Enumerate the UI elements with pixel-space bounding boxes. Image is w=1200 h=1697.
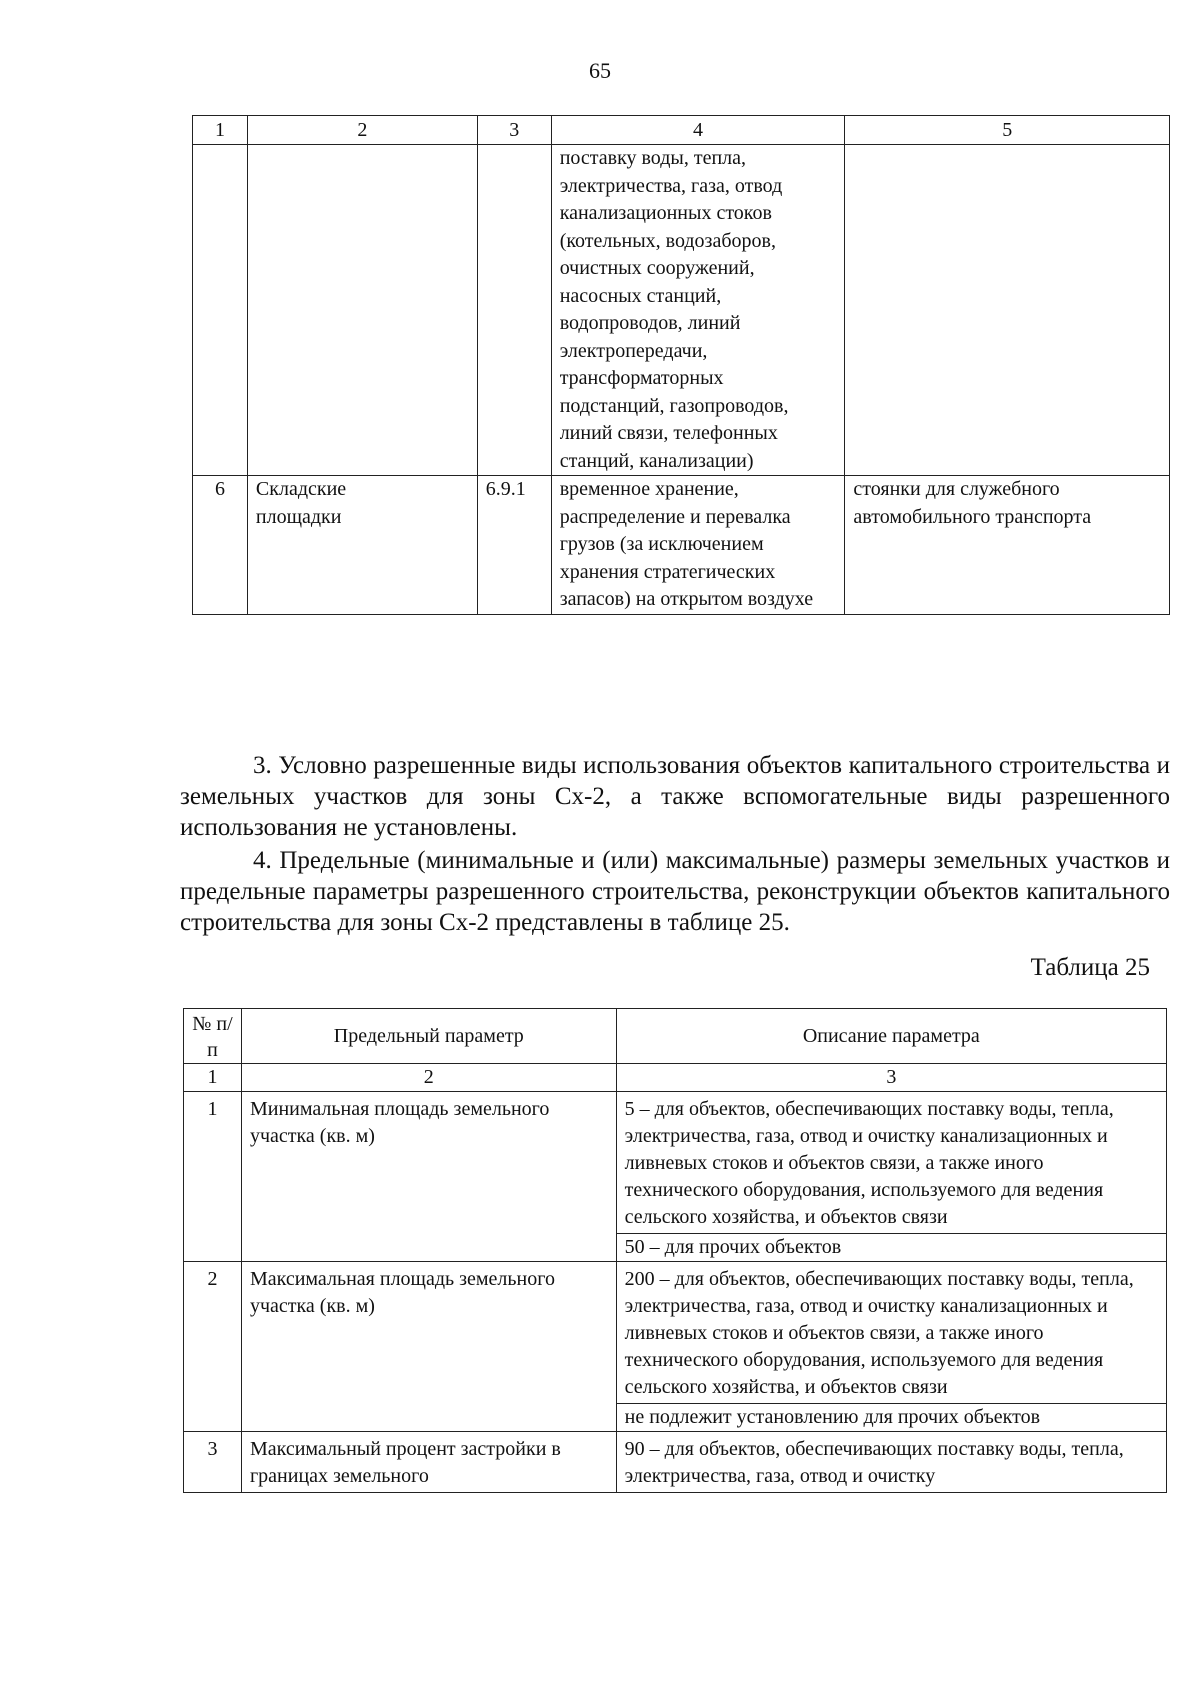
- page-number: 65: [589, 58, 611, 83]
- table-row: [184, 1092, 1167, 1234]
- parameter-description: 90 – для объектов, обеспечивающих поставку воды, тепла, электричества, газа, отвод и очистку: [616, 1432, 1166, 1493]
- row-number: 6: [193, 476, 248, 615]
- row-number: 3: [184, 1432, 242, 1493]
- row-number: [193, 145, 248, 476]
- table-row: [184, 1432, 1167, 1493]
- parameter-name: Максимальный процент застройки в границах земельного: [241, 1432, 616, 1493]
- column-number: 3: [477, 116, 551, 145]
- parameter-name: Минимальная площадь земельного участка (кв. м): [241, 1092, 616, 1262]
- column-number: 4: [551, 116, 845, 145]
- row-number: 2: [184, 1262, 242, 1432]
- table-number-row: [184, 1064, 1167, 1092]
- column-number: 2: [247, 116, 477, 145]
- column-number: 1: [193, 116, 248, 145]
- table-header-row: [193, 116, 1170, 145]
- page-bottom-margin: [0, 1545, 1200, 1697]
- table-row: [184, 1262, 1167, 1404]
- column-number: 3: [616, 1064, 1166, 1092]
- auxiliary-use: [845, 145, 1170, 476]
- column-number: 5: [845, 116, 1170, 145]
- table-caption: Таблица 25: [1030, 954, 1150, 981]
- parameter-description: не подлежит установлению для прочих объектов: [616, 1404, 1166, 1432]
- header-parameter: Предельный параметр: [241, 1009, 616, 1064]
- header-description: Описание параметра: [616, 1009, 1166, 1064]
- parameter-description: 200 – для объектов, обеспечивающих поставку воды, тепла, электричества, газа, отвод и очистку канализационных и ливневых стоков и объектов связи, а также иного технического оборудования, используемого для ведения сельского хозяйства, и объектов связи: [616, 1262, 1166, 1404]
- use-name: Складские площадки: [247, 476, 477, 615]
- use-name: [247, 145, 477, 476]
- parameter-name: Максимальная площадь земельного участка (кв. м): [241, 1262, 616, 1432]
- limit-parameters-table: [183, 1008, 1167, 1493]
- use-code: 6.9.1: [477, 476, 551, 615]
- row-number: 1: [184, 1092, 242, 1262]
- permitted-use-table: [192, 115, 1170, 615]
- column-number: 1: [184, 1064, 242, 1092]
- parameter-description: 50 – для прочих объектов: [616, 1234, 1166, 1262]
- table-header-row: [184, 1009, 1167, 1064]
- use-code: [477, 145, 551, 476]
- parameter-description: 5 – для объектов, обеспечивающих поставку воды, тепла, электричества, газа, отвод и очистку канализационных и ливневых стоков и объектов связи, а также иного технического оборудования, используемого для ведения сельского хозяйства, и объектов связи: [616, 1092, 1166, 1234]
- paragraph-3: 3. Условно разрешенные виды использования объектов капитального строительства и земельных участков для зоны Сх-2, а также вспомогательные виды разрешенного использования не установлены.: [180, 752, 1170, 841]
- table-row: [193, 145, 1170, 476]
- auxiliary-use: стоянки для служебного автомобильного транспорта: [845, 476, 1170, 615]
- table-row: [193, 476, 1170, 615]
- column-number: 2: [241, 1064, 616, 1092]
- paragraph-4: 4. Предельные (минимальные и (или) максимальные) размеры земельных участков и предельные параметры разрешенного строительства, реконструкции объектов капитального строительства для зоны Сх-2 представлены в таблице 25.: [180, 847, 1170, 936]
- use-description: временное хранение, распределение и перевалка грузов (за исключением хранения стратегических запасов) на открытом воздухе: [551, 476, 845, 615]
- header-number: № п/п: [184, 1009, 242, 1064]
- use-description: поставку воды, тепла, электричества, газа, отвод канализационных стоков (котельных, водозаборов, очистных сооружений, насосных станций, водопроводов, линий электропередачи, трансформаторных подстанций, газопроводов, линий связи, телефонных станций, канализации): [551, 145, 845, 476]
